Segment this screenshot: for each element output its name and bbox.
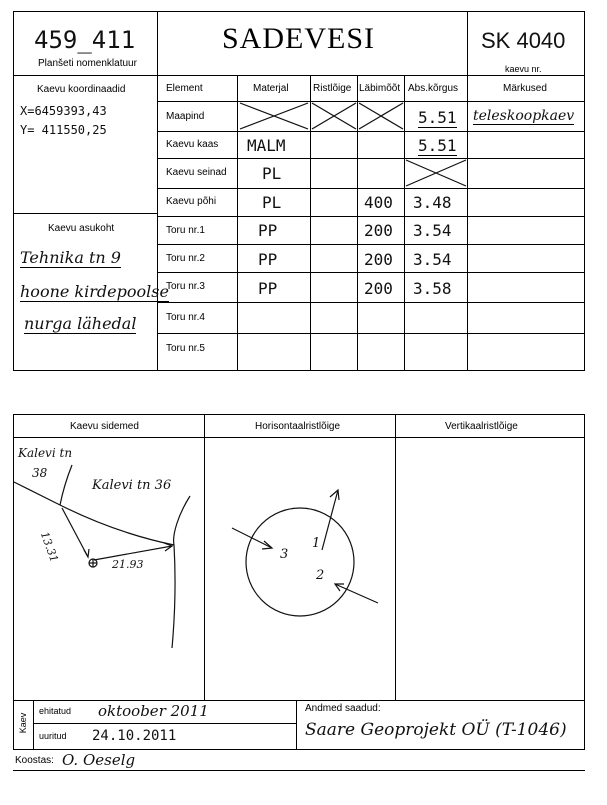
row-notes: teleskoopkaev — [473, 108, 575, 124]
col-header-cross: Ristlõige — [313, 83, 352, 94]
row-element: Kaevu seinad — [166, 167, 227, 178]
street-number-1: 38 — [32, 466, 48, 480]
links-label: Kaevu sidemed — [70, 421, 139, 432]
coordinate-x: X=6459393,43 — [20, 104, 107, 118]
compiled-value: O. Oeselg — [62, 751, 136, 769]
row-material: PP — [258, 221, 278, 240]
street-name-2: Kalevi tn 36 — [92, 478, 172, 493]
row-material: PL — [262, 193, 282, 212]
built-label: ehitatud — [39, 706, 72, 716]
street-name-1: Kalevi tn — [18, 446, 73, 460]
page-title: SADEVESI — [222, 22, 376, 55]
manhole-circle — [246, 508, 354, 616]
pipe-2-line — [335, 584, 378, 603]
location-line-1: Tehnika tn 9 — [20, 248, 121, 267]
footer-middle — [33, 723, 297, 724]
row-element: Toru nr.1 — [166, 225, 205, 236]
horizontal-section-label: Horisontaalristlõige — [255, 421, 341, 432]
measured-value: 24.10.2011 — [92, 728, 177, 744]
row-material: PP — [258, 279, 278, 298]
col-header-height: Abs.kõrgus — [408, 83, 459, 94]
pipe-1-label: 1 — [312, 536, 321, 551]
data-from-value: Saare Geoprojekt OÜ (T-1046) — [305, 720, 567, 740]
distance-2: 21.93 — [112, 558, 144, 571]
row-height: 3.54 — [413, 221, 452, 240]
col-header-element: Element — [166, 83, 203, 94]
location-label: Kaevu asukoht — [48, 223, 115, 234]
location-line-3: nurga lähedal — [24, 314, 137, 333]
row-diameter: 200 — [364, 279, 393, 298]
location-line-2: hoone kirdepoolse — [20, 282, 169, 301]
row-material: PL — [262, 164, 282, 183]
row-height: 3.48 — [413, 193, 452, 212]
manhole-number: SK 4040 — [481, 28, 566, 53]
pipe-1-line — [322, 490, 338, 550]
row-height: 5.51 — [418, 108, 457, 127]
footer-bottom — [13, 749, 585, 750]
row-element: Toru nr.4 — [166, 312, 205, 323]
row-material: PP — [258, 250, 278, 269]
footer-left — [13, 700, 14, 750]
data-from-label: Andmed saadud: — [305, 703, 381, 714]
footer-right — [584, 700, 585, 750]
footer-mid-divider — [296, 700, 297, 750]
measured-label: uuritud — [39, 731, 67, 741]
manhole-number-label: kaevu nr. — [505, 64, 542, 74]
pipe-2-label: 2 — [316, 568, 325, 583]
row-height: 5.51 — [418, 136, 457, 155]
coordinate-y: Y= 411550,25 — [20, 123, 107, 137]
distance-1: 13.31 — [37, 530, 61, 565]
col-header-diameter: Läbimõõt — [359, 83, 401, 94]
row-element: Toru nr.2 — [166, 253, 205, 264]
row-element: Maapind — [166, 111, 205, 122]
row-element: Toru nr.5 — [166, 343, 205, 354]
row-element: Kaevu kaas — [166, 139, 219, 150]
row-diameter: 400 — [364, 193, 393, 212]
pipe-1-arrow — [330, 490, 339, 500]
row-diameter: 200 — [364, 221, 393, 240]
row-height: 3.58 — [413, 279, 452, 298]
compiled-bottom — [13, 770, 585, 771]
vertical-section-label: Vertikaalristlõige — [445, 421, 518, 432]
kaev-label: Kaev — [18, 712, 28, 734]
row-height: 3.54 — [413, 250, 452, 269]
col-header-notes: Märkused — [503, 83, 547, 94]
footer-kaev-divider — [33, 700, 34, 750]
row-diameter: 200 — [364, 250, 393, 269]
nomenclature-value: 459_411 — [34, 26, 136, 54]
col-header-material: Materjal — [253, 83, 289, 94]
coordinates-label: Kaevu koordinaadid — [37, 84, 126, 95]
row-element: Toru nr.3 — [166, 281, 205, 292]
pipe-3-label: 3 — [280, 547, 289, 562]
nomenclature-label: Planšeti nomenklatuur — [38, 58, 137, 69]
compiled-label: Koostas: — [15, 755, 54, 766]
built-value: oktoober 2011 — [98, 702, 209, 720]
footer-top — [13, 700, 585, 701]
row-element: Kaevu põhi — [166, 196, 217, 207]
pipe-3-line — [232, 528, 272, 548]
row-material: MALM — [247, 136, 286, 155]
